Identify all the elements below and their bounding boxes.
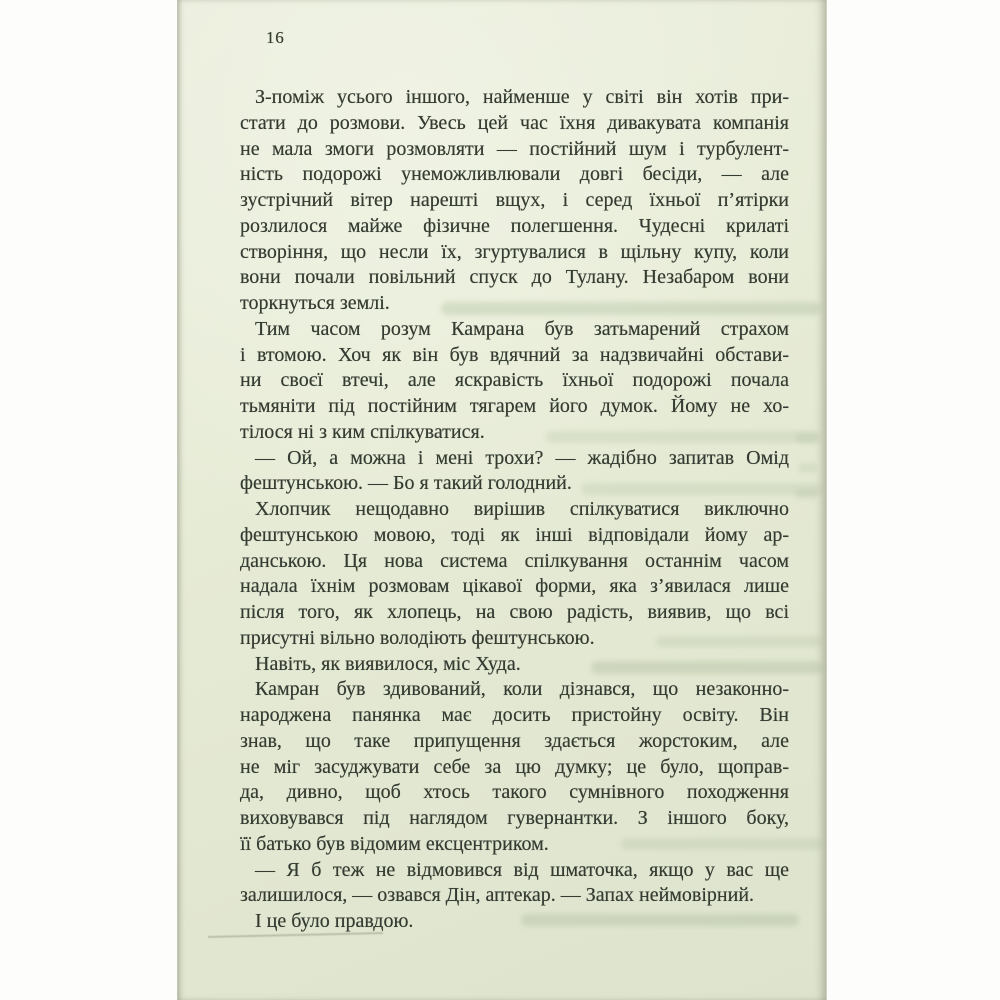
paragraph (240, 677, 789, 857)
text-line: її батько був відомим ексцентриком. (240, 832, 549, 855)
text-line: стати до розмови. Увесь цей час їхня дивакувата компанія (240, 111, 789, 134)
text-line: не міг засуджувати себе за цю думку; це було, щоправ- (240, 755, 789, 778)
page-showthrough (798, 463, 818, 473)
text-line: Тим часом розум Камрана був затьмарений страхом (255, 317, 789, 340)
page-showthrough (441, 302, 821, 315)
text-line: Навіть, як виявилося, міс Худа. (255, 652, 521, 675)
text-line: — Ой, а можна і мені трохи? — жадібно запитав Омід (255, 446, 789, 469)
page-showthrough (591, 661, 823, 674)
page-showthrough (546, 431, 821, 443)
page-showthrough (621, 838, 823, 850)
page-showthrough (521, 914, 799, 926)
text-line: фештунською мовою, тоді як інші відповідали йому ар- (240, 523, 789, 546)
paragraph (240, 317, 789, 446)
text-line: розлилося майже фізичне полегшення. Чудесні крилаті (240, 214, 789, 237)
text-line: тьмяніти під постійним тягарем його думок. Йому не хо- (240, 395, 789, 417)
text-line: присутні вільно володіють фештунською. (240, 626, 595, 649)
text-line: виховувався під наглядом гувернантки. З іншого боку, (240, 807, 789, 829)
book-page (177, 0, 827, 1000)
paragraph (240, 497, 789, 652)
text-line: данською. Ця нова система спілкування останнім часом (240, 549, 789, 572)
text-line: знав, що таке припущення здається жорстоким, але (240, 729, 789, 752)
text-line: ни своєї втечі, але яскравість їхньої подорожі почала (240, 369, 789, 392)
text-line: Хлопчик нещодавно вирішив спілкуватися виключно (255, 498, 789, 520)
text-line: фештунською. — Бо я такий голодний. (240, 472, 572, 495)
text-line: створіння, що несли їх, згуртувалися в щільну купу, коли (240, 240, 789, 263)
text-line: і втомою. Хоч як він був вдячний за надзвичайні обстави- (240, 343, 789, 366)
page-showthrough (656, 636, 823, 647)
text-line: після того, як хлопець, на свою радість, виявив, що всі (240, 601, 789, 623)
page-showthrough (796, 433, 818, 443)
page-number: 16 (266, 28, 285, 47)
paragraph (240, 858, 789, 910)
text-line: надала їхнім розмовам цікавої форми, яка з’явилася лише (240, 575, 789, 598)
text-line: З-поміж усього іншого, найменше у світі він хотів при- (255, 86, 789, 108)
page-showthrough (795, 489, 818, 499)
text-line: ність подорожі унеможливлювали довгі бесіди, — але (240, 163, 789, 186)
body-text (240, 85, 789, 935)
text-line: народжена панянка має досить пристойну освіту. Він (240, 704, 789, 726)
text-line: — Я б теж не відмовився від шматочка, якщо у вас ще (255, 858, 789, 881)
paragraph (240, 85, 789, 317)
text-line: Камран був здивований, коли дізнався, що незаконно- (255, 678, 789, 701)
text-line: да, дивно, щоб хтось такого сумнівного походження (240, 781, 789, 804)
text-line: зустрічний вітер нарешті вщух, і серед їхньої п’ятірки (240, 189, 789, 211)
text-line: І це було правдою. (255, 910, 414, 932)
text-line: вони почали повільний спуск до Тулану. Незабаром вони (240, 266, 789, 289)
text-line: залишилося, — озвався Дін, аптекар. — Запах неймовірний. (240, 884, 755, 907)
page-showthrough (581, 483, 823, 495)
text-line: тілося ні з ким спілкуватися. (240, 420, 485, 443)
text-line: торкнуться землі. (240, 292, 390, 314)
text-line: не мала змоги розмовляти — постійний шум і турбулент- (240, 137, 789, 160)
